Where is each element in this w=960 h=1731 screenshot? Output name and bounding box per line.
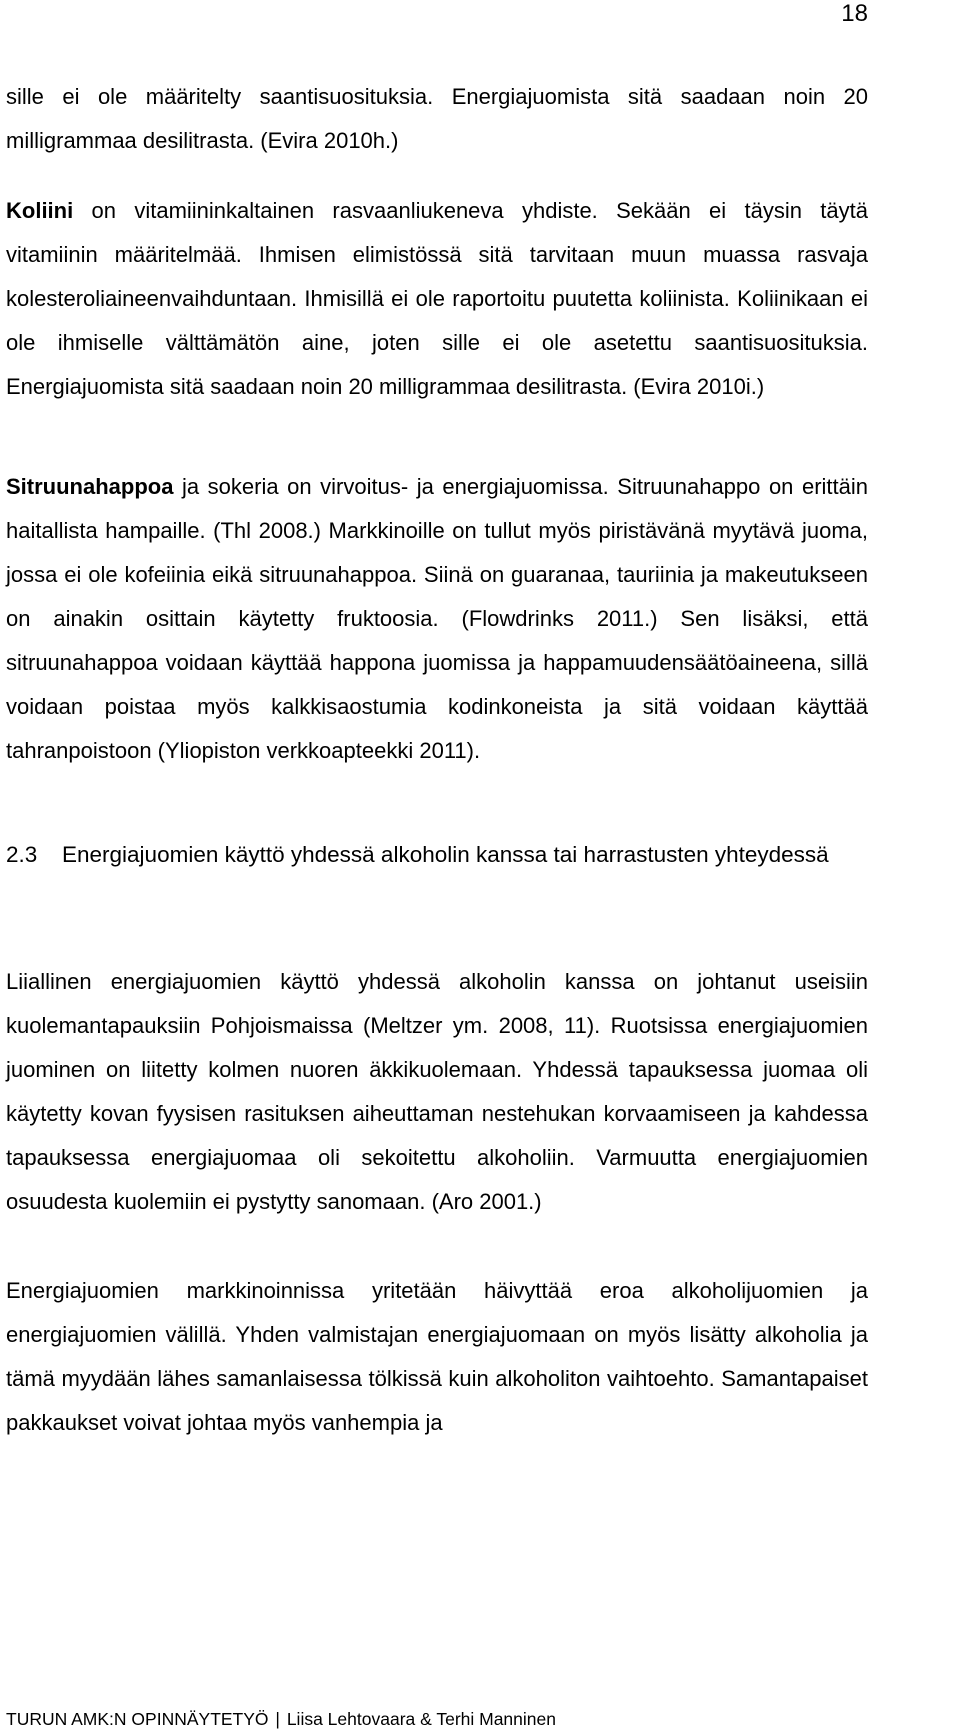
page-number: 18	[841, 0, 868, 27]
footer-authors: Liisa Lehtovaara & Terhi Manninen	[286, 1709, 556, 1729]
footer-separator: |	[275, 1709, 280, 1729]
paragraph-text: ja sokeria on virvoitus- ja energiajuomissa. Sitruunahappo on erittäin haitallista hampaille. (Thl 2008.) Markkinoille on tullut myös piristävänä myytävä juoma, jossa ei ole kofeiinia eikä sitruunahappoa. Siinä on guaranaa, tauriinia ja makeutukseen on ainakin osittain käytetty fruktoosia. (Flowdrinks 2011.) Sen lisäksi, että sitruunahappoa voidaan käyttää happona juomissa ja happamuudensäätöaineena, sillä voidaan poistaa myös kalkkisaostumia kodinkoneista ja sitä voidaan käyttää tahranpoistoon (Yliopiston verkkoapteekki 2011).	[6, 474, 868, 763]
paragraph-saantisuositukset	[6, 75, 868, 163]
paragraph-markkinointi	[6, 1269, 868, 1445]
section-title: Energiajuomien käyttö yhdessä alkoholin kanssa tai harrastusten yhteydessä	[62, 842, 829, 867]
paragraph-koliini	[6, 189, 868, 409]
paragraph-text: on vitamiininkaltainen rasvaanliukeneva yhdiste. Sekään ei täysin täytä vitamiinin määritelmää. Ihmisen elimistössä sitä tarvitaan muun muassa rasvaja kolesteroliaineenvaihduntaan. Ihmisillä ei ole raportoitu puutetta koliinista. Koliinikaan ei ole ihmiselle välttämätön aine, joten sille ei ole asetettu saantisuosituksia. Energiajuomista sitä saadaan noin 20 milligrammaa desilitrasta. (Evira 2010i.)	[6, 198, 868, 399]
paragraph-text: Liiallinen energiajuomien käyttö yhdessä alkoholin kanssa on johtanut useisiin kuolemantapauksiin Pohjoismaissa (Meltzer ym. 2008, 11). Ruotsissa energiajuomien juominen on liitetty kolmen nuoren äkkikuolemaan. Yhdessä tapauksessa juomaa oli käytetty kovan fyysisen rasituksen aiheuttaman nestehukan korvaamiseen ja kahdessa tapauksessa energiajuomaa oli sekoitettu alkoholiin. Varmuutta energiajuomien osuudesta kuolemiin ei pystytty sanomaan. (Aro 2001.)	[6, 969, 868, 1214]
paragraph-text: Energiajuomien markkinoinnissa yritetään häivyttää eroa alkoholijuomien ja energiajuomien välillä. Yhden valmistajan energiajuomaan on myös lisätty alkoholia ja tämä myydään lähes samanlaisessa tölkissä kuin alkoholiton vaihtoehto. Samantapaiset pakkaukset voivat johtaa myös vanhempia ja	[6, 1278, 868, 1435]
term-koliini: Koliini	[6, 198, 74, 223]
term-sitruunahappo: Sitruunahappoa	[6, 474, 174, 499]
paragraph-kuolemantapaukset	[6, 960, 868, 1224]
paragraph-sitruunahappo	[6, 465, 868, 773]
section-number: 2.3	[6, 842, 38, 867]
paragraph-text: sille ei ole määritelty saantisuosituksia. Energiajuomista sitä saadaan noin 20 milligrammaa desilitrasta. (Evira 2010h.)	[6, 84, 868, 153]
section-heading	[6, 825, 868, 884]
footer-school: TURUN AMK:N OPINNÄYTETYÖ	[6, 1709, 269, 1729]
page-footer	[6, 1708, 906, 1730]
